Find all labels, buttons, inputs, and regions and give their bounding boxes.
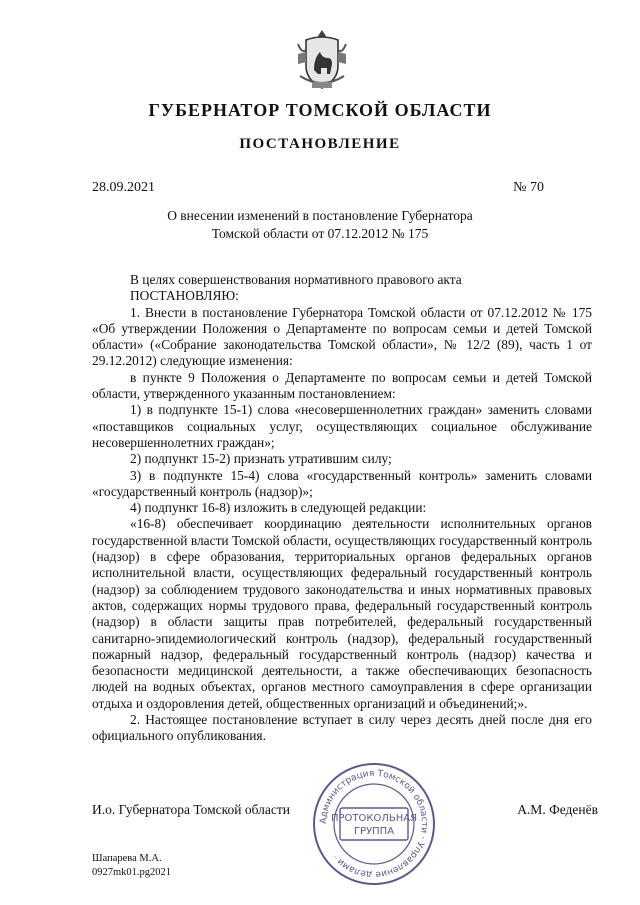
preamble: В целях совершенствования нормативного правового акта: [130, 272, 462, 287]
authority-title: ГУБЕРНАТОР ТОМСКОЙ ОБЛАСТИ: [148, 100, 492, 120]
subitem-2: 2) подпункт 15-2) признать утратившим силу;: [130, 451, 392, 467]
official-stamp: [310, 760, 438, 888]
signatory-name: А.М. Феденёв: [517, 802, 598, 817]
subject-line-2: Томской области от 07.12.2012 № 175: [211, 226, 429, 241]
subitem-4: 4) подпункт 16-8) изложить в следующей редакции:: [130, 500, 427, 516]
stamp-line-2: ГРУППА: [353, 826, 395, 837]
document-body: [92, 272, 592, 745]
item-1-intro: в пункте 9 Положения о Департаменте по вопросам семьи и детей Томской области, утвержденного указанным постановлением:: [92, 369, 592, 402]
document-number: № 70: [513, 180, 544, 195]
decree-word: ПОСТАНОВЛЯЮ:: [130, 288, 239, 304]
stamp-ring-text: Администрация Томской области · Управление делами ·: [318, 768, 430, 880]
document-subject: [0, 207, 640, 243]
subject-line-1: О внесении изменений в постановление Губернатора: [167, 208, 473, 223]
document-code: 0927mk01.pg2021: [92, 867, 172, 878]
document-type: ПОСТАНОВЛЕНИЕ: [239, 136, 401, 152]
subitem-1: 1) в подпункте 15-1) слова «несовершеннолетних граждан» заменить словами «поставщиков социальных услуг, осуществляющих социальное обслуживание несовершеннолетних граждан»;: [92, 402, 592, 450]
item-2: 2. Настоящее постановление вступает в силу через десять дней после дня его официального опубликования.: [92, 712, 592, 744]
subitem-3: 3) в подпункте 15-4) слова «государственный контроль» заменить словами «государственный контроль (надзор)»;: [92, 467, 592, 499]
stamp-line-1: ПРОТОКОЛЬНАЯ: [330, 813, 418, 824]
signatory-position: И.о. Губернатора Томской области: [92, 802, 290, 817]
executor-name: Шапарева М.А.: [92, 853, 162, 864]
document-date: 28.09.2021: [92, 180, 155, 195]
item-1: 1. Внести в постановление Губернатора Томской области от 07.12.2012 № 175 «Об утверждении Положения о Департаменте по вопросам семьи и детей Томской области» («Собрание законодательства Томской области», № 12/2 (89), часть 1 от 29.12.2012) следующие изменения:: [92, 304, 592, 369]
executor-info: [92, 852, 171, 880]
quoted-text: «16-8) обеспечивает координацию деятельности исполнительных органов государственной власти Томской области, осуществляющих государственный контроль (надзор) в сфере образования, территориальных органов федеральных органов исполнительной власти, осуществляющих федеральный государственный контроль (надзор) за соблюдением трудового законодательства и иных нормативных правовых актов, содержащих нормы трудового права, федеральный государственный контроль (надзор) в области защиты прав потребителей, федеральный государственный санитарно-эпидемиологический контроль (надзор), федеральный государственный пожарный надзор, федеральный государственный контроль (надзор) качества и безопасности медицинской деятельности, а также обеспечивающих безопасность людей на водных объектах, органов местного самоуправления в сфере организации отдыха и оздоровления детей, общественных организаций и объединений;».: [92, 516, 592, 711]
coat-of-arms-icon: [294, 26, 350, 92]
